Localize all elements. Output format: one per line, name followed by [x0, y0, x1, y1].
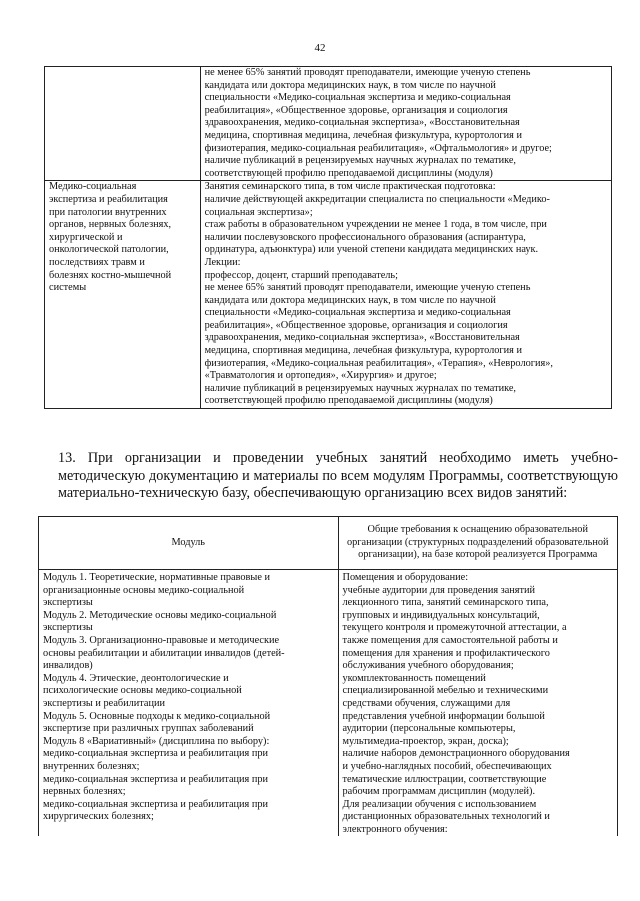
text-line: Модуль 5. Основные подходы к медико-социальной	[43, 710, 271, 722]
text-line: Медико-социальная	[49, 181, 137, 193]
text-line: экспертиза и реабилитация	[49, 193, 168, 205]
text-line: кандидата или доктора медицинских наук, в том числе по научной	[204, 79, 496, 91]
text-line: социальная экспертиза»;	[204, 206, 313, 218]
text-line: не менее 65% занятий проводят преподаватели, имеющие ученую степень	[204, 67, 531, 78]
text-line: рабочим программам дисциплин (модулей).	[342, 786, 536, 798]
text-line: ординатура, адъюнктура) или ученой степени кандидата медицинских наук.	[204, 244, 539, 256]
text-line: учебные аудитории для проведения занятий	[342, 584, 536, 596]
text-line: «Травматология и ортопедия», «Хирургия» и другое;	[204, 370, 437, 382]
requirements-cell	[200, 67, 611, 181]
text-line: специальности «Медико-социальная экспертиза и медико-социальная	[204, 307, 511, 319]
text-line: болезнях костно-мышечной	[49, 269, 172, 281]
text-line: тематические иллюстрации, соответствующие	[342, 773, 547, 785]
text-line: нервных болезнях;	[43, 786, 126, 798]
text-line: Лекции:	[204, 256, 241, 268]
text-line: не менее 65% занятий проводят преподаватели, имеющие ученую степень	[204, 282, 531, 294]
equipment-requirements-table	[38, 516, 618, 836]
text-line: медико-социальная экспертиза и реабилитация при	[43, 798, 269, 810]
text-line: помещения для хранения и профилактического	[342, 647, 550, 659]
text-line: соответствующей профилю преподаваемой дисциплины (модуля)	[204, 395, 493, 407]
text-line: кандидата или доктора медицинских наук, в том числе по научной	[204, 294, 496, 306]
text-line: представления учебной информации большой	[342, 710, 545, 722]
text-line: текущего контроля и промежуточной аттестации, а	[342, 622, 567, 634]
text-line: экспертизы и реабилитации	[43, 697, 166, 709]
text-line: медико-социальная экспертиза и реабилитация при	[43, 748, 269, 760]
staff-requirements-table	[44, 66, 612, 409]
text-line: Модуль 1. Теоретические, нормативные правовые и	[43, 572, 270, 583]
text-line: организационные основы медико-социальной	[43, 584, 245, 596]
text-line: физиотерапия, «Медико-социальная реабилитация», «Терапия», «Неврология»,	[204, 357, 553, 369]
text-line: средствами обучения, служащими для	[342, 697, 511, 709]
text-line: Модуль 8 «Вариативный» (дисциплина по выбору):	[43, 735, 270, 747]
text-line: системы	[49, 282, 87, 294]
table-header-row	[39, 517, 618, 570]
text-line: аудитории (персональные компьютеры,	[342, 723, 516, 735]
text-line: и учебно-наглядных пособий, обеспечивающих	[342, 760, 552, 772]
modules-cell	[39, 570, 339, 837]
text-line: медицина, спортивная медицина, лечебная физкультура, курортология и	[204, 129, 522, 141]
paragraph-13: 13. При организации и проведении учебных занятий необходимо иметь учебно-методическую документацию и материалы по всем модулям Программы, соответствующую материально-техническую базу, обеспечивающую организацию всех видов занятий:	[58, 450, 618, 501]
text-line: органов, нервных болезнях,	[49, 219, 172, 231]
text-line: мультимедиа-проектор, экран, доска);	[342, 735, 509, 747]
equipment-cell	[338, 570, 617, 837]
text-line: здравоохранения, медико-социальная экспертиза», «Восстановительная	[204, 332, 520, 344]
text-line: Для реализации обучения с использованием	[342, 798, 537, 810]
text-line: хирургических болезнях;	[43, 811, 154, 823]
text-line: реабилитация», «Общественное здоровье, организация и социология	[204, 319, 508, 331]
text-line: специальности «Медико-социальная экспертиза и медико-социальная	[204, 92, 511, 104]
table-row	[45, 67, 612, 181]
text-line: онкологической патологии,	[49, 244, 169, 256]
table-row	[45, 181, 612, 409]
text-line: Модуль 4. Этические, деонтологические и	[43, 672, 229, 684]
text-line: физиотерапия, медико-социальная реабилитация», «Офтальмология» и другое;	[204, 142, 552, 154]
text-line: хирургической и	[49, 231, 123, 243]
text-line: психологические основы медико-социальной	[43, 685, 242, 697]
text-line: электронного обучения:	[342, 823, 448, 835]
text-line: наличие публикаций в рецензируемых научных журналах по тематике,	[204, 382, 516, 394]
text-line: Модуль 2. Методические основы медико-социальной	[43, 609, 277, 621]
text-line: Помещения и оборудование:	[342, 572, 469, 583]
column-header-requirements: Общие требования к оснащению образовательной организации (структурных подразделений образовательной организации), на базе которой реализуется Программа	[338, 517, 617, 570]
module-cell-empty	[45, 67, 201, 181]
text-line: медицина, спортивная медицина, лечебная физкультура, курортология и	[204, 345, 522, 357]
text-line: инвалидов)	[43, 660, 93, 672]
column-header-module: Модуль	[39, 517, 339, 570]
text-line: реабилитация», «Общественное здоровье, организация и социология	[204, 104, 508, 116]
text-line: также помещения для самостоятельной работы и	[342, 634, 558, 646]
text-line: Занятия семинарского типа, в том числе практическая подготовка:	[204, 181, 496, 193]
text-line: лекционного типа, занятий семинарского типа,	[342, 597, 549, 609]
module-cell	[45, 181, 201, 409]
text-line: здравоохранения, медико-социальная экспертиза», «Восстановительная	[204, 117, 520, 129]
text-line: наличие наборов демонстрационного оборудования	[342, 748, 570, 760]
text-line: специализированной мебелью и техническими	[342, 685, 549, 697]
text-line: наличие действующей аккредитации специалиста по специальности «Медико-	[204, 193, 550, 205]
requirements-cell	[200, 181, 611, 409]
text-line: наличии послевузовского профессионального образования (аспирантура,	[204, 231, 526, 243]
text-line: медико-социальная экспертиза и реабилитация при	[43, 773, 269, 785]
text-line: обслуживания учебного оборудования;	[342, 660, 514, 672]
table-row	[39, 570, 618, 837]
text-line: профессор, доцент, старший преподаватель;	[204, 269, 398, 281]
text-line: при патологии внутренних	[49, 206, 167, 218]
text-line: Модуль 3. Организационно-правовые и методические	[43, 634, 280, 646]
text-line: последствиях травм и	[49, 256, 145, 268]
text-line: основы реабилитации и абилитации инвалидов (детей-	[43, 647, 285, 659]
text-line: экспертизы	[43, 622, 93, 634]
text-line: групповых и индивидуальных консультаций,	[342, 609, 540, 621]
text-line: укомплектованность помещений	[342, 672, 486, 684]
text-line: соответствующей профилю преподаваемой дисциплины (модуля)	[204, 167, 493, 179]
text-line: экспертизе при различных группах заболеваний	[43, 723, 254, 735]
text-line: экспертизы	[43, 597, 93, 609]
text-line: внутренних болезнях;	[43, 760, 140, 772]
text-line: стаж работы в образовательном учреждении не менее 1 года, в том числе, при	[204, 219, 547, 231]
text-line: дистанционных образовательных технологий и	[342, 811, 550, 823]
page-number: 42	[314, 42, 326, 54]
text-line: наличие публикаций в рецензируемых научных журналах по тематике,	[204, 155, 516, 167]
